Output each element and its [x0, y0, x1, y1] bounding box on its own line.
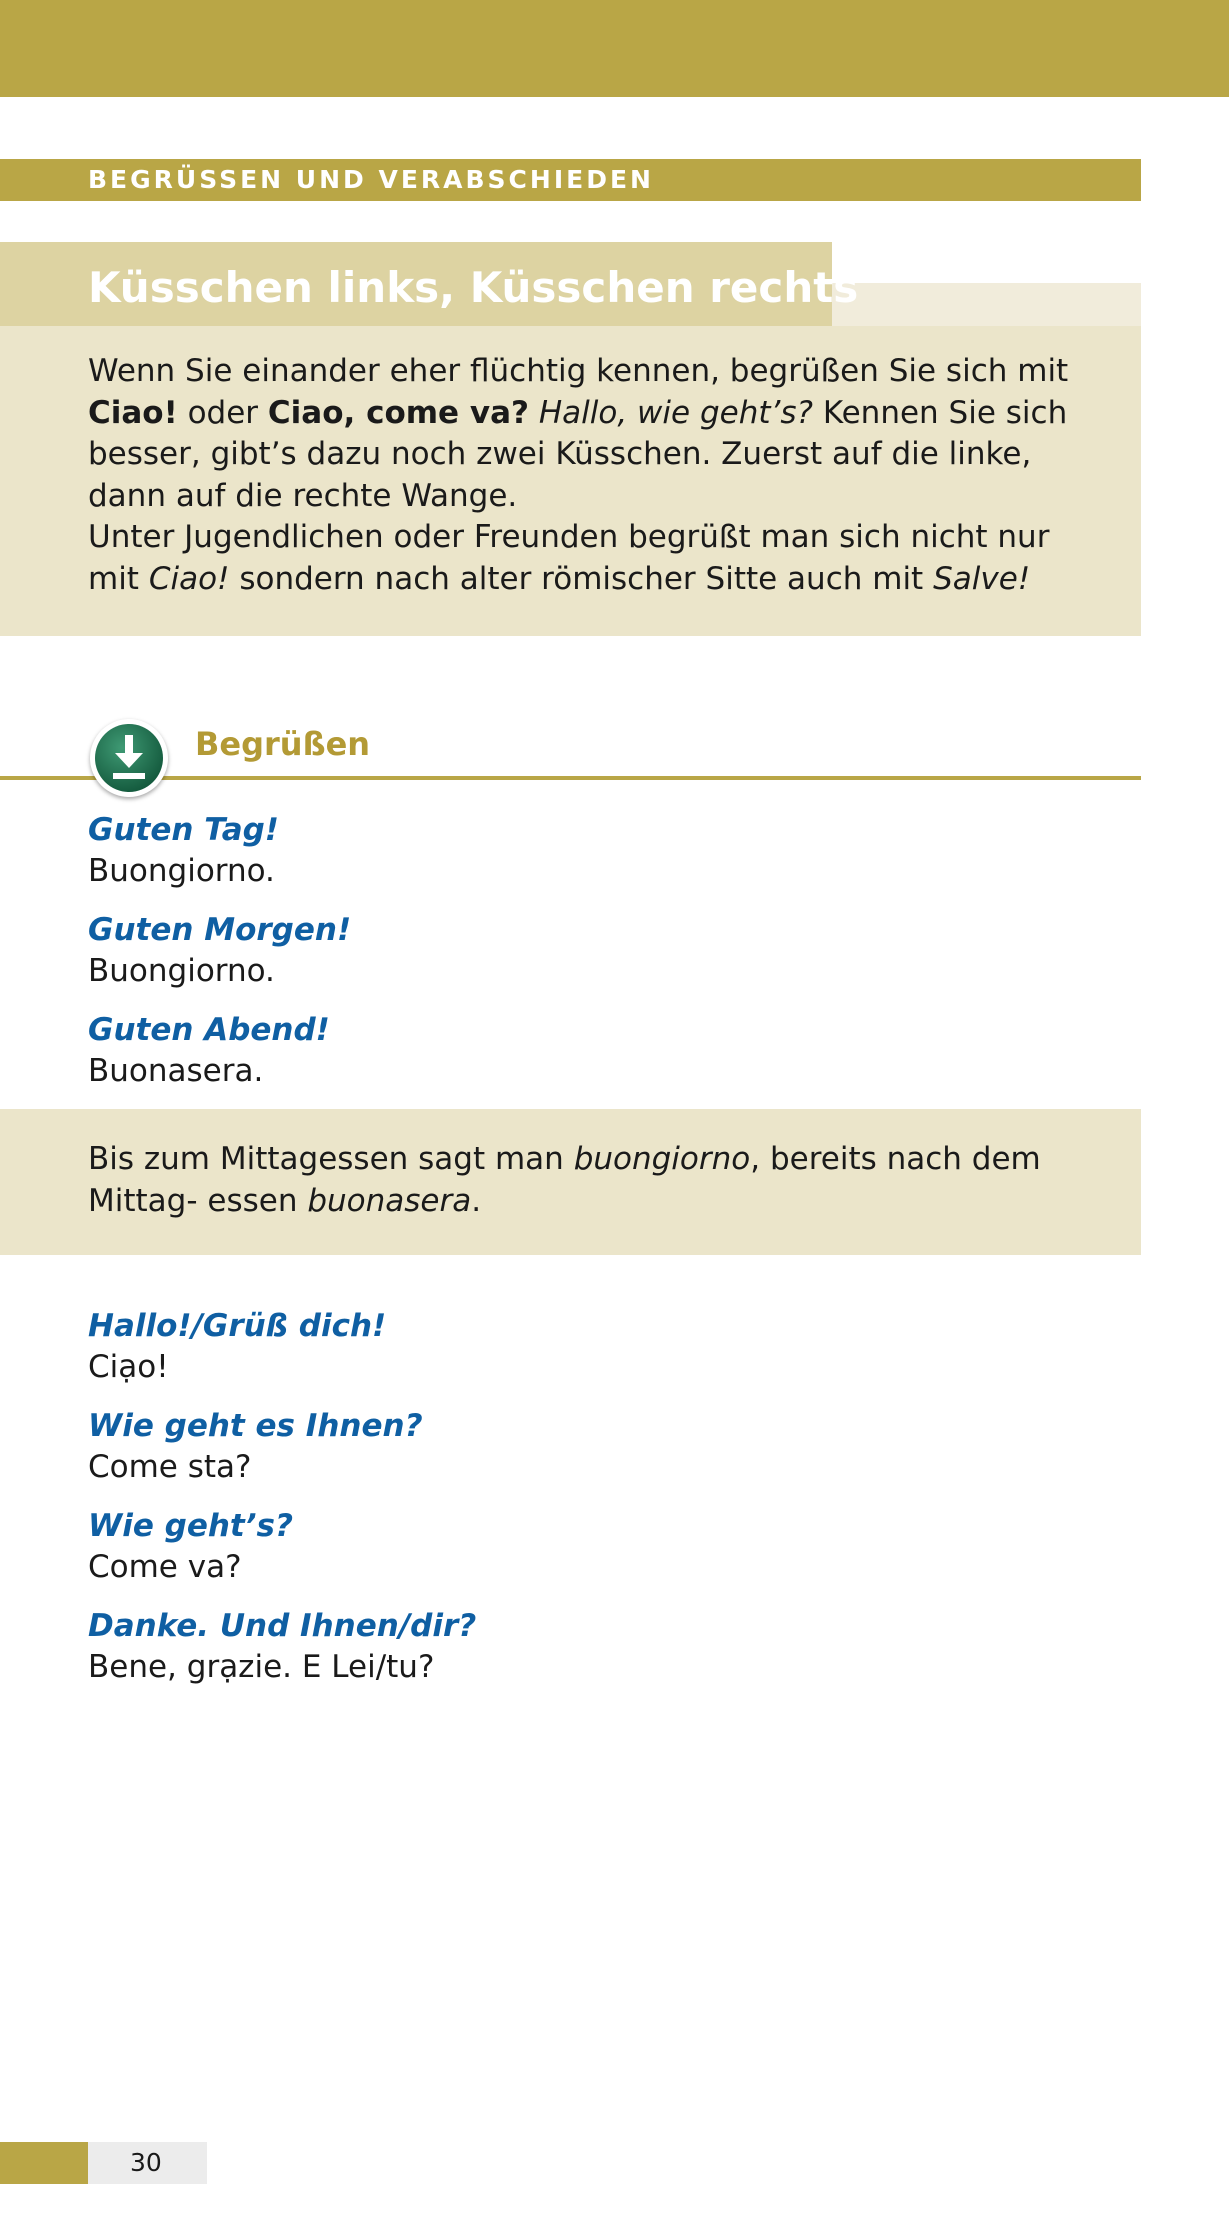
italic-phrase: buonasera [307, 1182, 472, 1219]
page-number-accent [0, 2142, 88, 2184]
list-item [88, 1506, 1088, 1588]
italic-phrase: Salve! [933, 560, 1031, 597]
phrase-italian: Buonasera. [88, 1053, 264, 1089]
phrase-italian: Come sta? [88, 1449, 252, 1485]
phrase-german: Danke. Und Ihnen/dir? [88, 1608, 477, 1644]
box-title: Küsschen links, Küsschen rechts [0, 242, 832, 326]
phrase-italian: Bene, grạzie. E Lei/tu? [88, 1649, 435, 1685]
text: . [471, 1182, 482, 1219]
text: Wenn Sie einander eher flüchtig kennen, begrüßen Sie sich mit [88, 353, 1069, 389]
top-color-band [0, 0, 1229, 97]
phrase-italian: Come va? [88, 1549, 242, 1585]
text: oder [177, 394, 268, 431]
list-item [88, 1406, 1088, 1488]
phrase-list [88, 810, 1088, 1110]
page-number: 30 [88, 2142, 207, 2184]
italic-phrase: Ciao! [148, 560, 230, 597]
text: , bereits nach dem Mittag- essen [88, 1141, 1041, 1219]
phrase-german: Guten Tag! [88, 812, 279, 848]
info-box [0, 326, 1141, 636]
phrase-list [88, 1306, 1088, 1706]
list-item [88, 1306, 1088, 1388]
list-item [88, 1010, 1088, 1092]
phrase-german: Hallo!/Grüß dich! [88, 1308, 387, 1344]
info-paragraph-1 [88, 351, 1101, 517]
bold-phrase: Ciao, come va? [267, 394, 529, 431]
phrase-german: Wie geht es Ihnen? [88, 1408, 423, 1444]
text: Unter Jugendlichen oder Freunden begrüßt man sich nicht nur mit [88, 519, 1050, 597]
bold-phrase: Ciao! [88, 394, 178, 431]
phrase-italian: Ciạo! [88, 1349, 169, 1385]
italic-phrase: buongiorno [573, 1141, 751, 1177]
phrase-german: Guten Morgen! [88, 912, 352, 948]
list-item [88, 1606, 1088, 1688]
text: Kennen Sie sich besser, gibt’s dazu noch zwei Küsschen. Zuerst auf die linke, dann auf die rechte Wange. [88, 394, 1068, 514]
list-item [88, 910, 1088, 992]
phrase-german: Guten Abend! [88, 1012, 330, 1048]
note-paragraph [88, 1139, 1101, 1222]
download-icon-graphic [94, 723, 164, 793]
info-paragraph-2 [88, 517, 1101, 600]
section-header-bar: BEGRÜSSEN UND VERABSCHIEDEN [0, 159, 1141, 201]
download-icon[interactable] [90, 719, 168, 797]
note-box [0, 1109, 1141, 1255]
phrase-italian: Buongiorno. [88, 853, 275, 889]
list-item [88, 810, 1088, 892]
section-heading: Begrüßen [195, 725, 371, 763]
phrase-italian: Buongiorno. [88, 953, 275, 989]
phrase-german: Wie geht’s? [88, 1508, 293, 1544]
italic-phrase: Hallo, wie geht’s? [538, 394, 813, 431]
text [529, 395, 539, 431]
text: sondern nach alter römischer Sitte auch mit [229, 560, 934, 597]
text: Bis zum Mittagessen sagt man [88, 1141, 574, 1177]
section-rule [0, 776, 1141, 780]
